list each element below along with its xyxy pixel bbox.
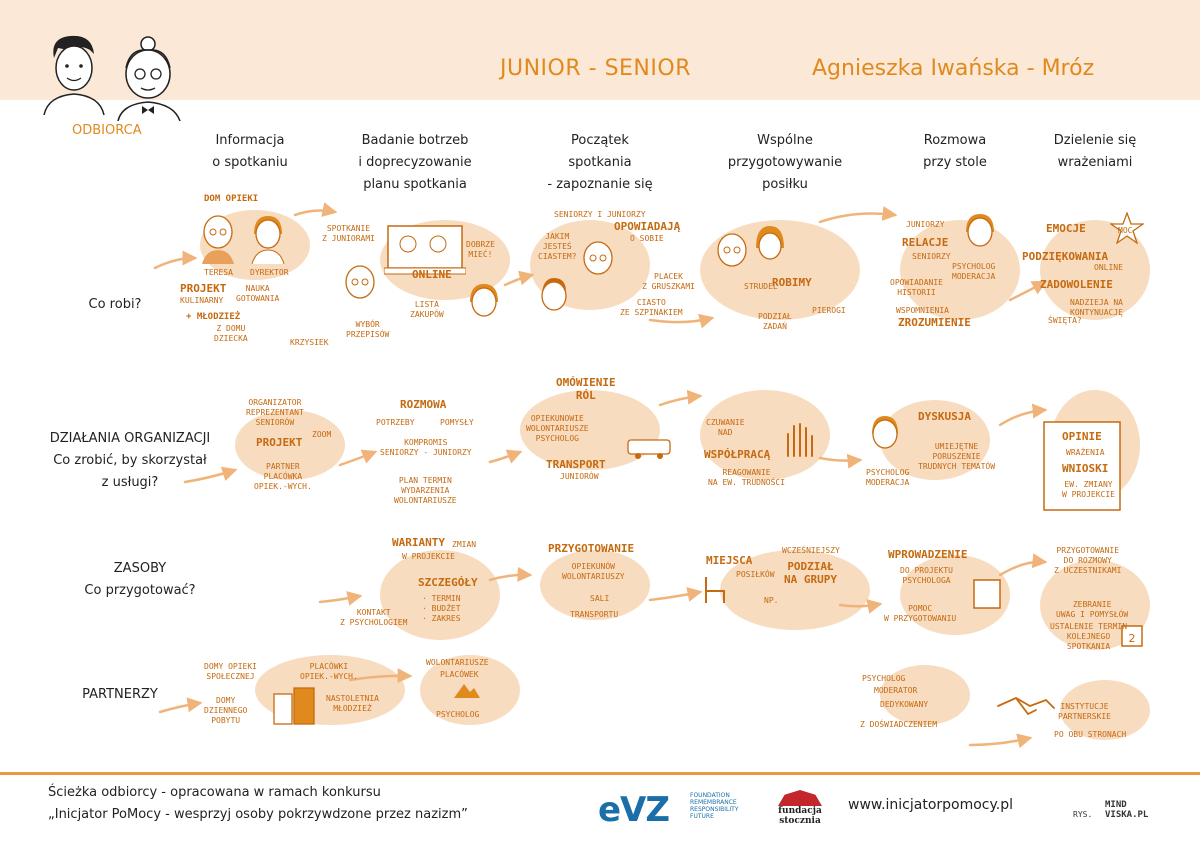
label-jakim: JAKIM JESTEŚ CIASTEM? (538, 232, 577, 261)
label-opowiadaja: OPOWIADAJĄ (614, 220, 681, 233)
website-link[interactable]: www.inicjatorpomocy.pl (848, 797, 1014, 813)
footer-line-1: Ścieżka odbiorcy - opracowana w ramach konkursu (48, 785, 381, 800)
column-header-5: Rozmowa przy stole (923, 133, 987, 170)
label-kompromis: KOMPROMIS SENIORZY - JUNIORZY (380, 438, 472, 457)
credit-rys: RYS. (1073, 810, 1093, 819)
label-psycholog-moderator: PSYCHOLOG (862, 674, 906, 683)
label-online: ONLINE (412, 268, 452, 281)
evz-logo (598, 790, 739, 830)
label-umiejetne: UMIEJĘTNE PORUSZENIE TRUDNYCH TEMATÓW (918, 442, 996, 471)
stocznia-logo (778, 790, 822, 826)
psychologist-icon (960, 210, 1000, 260)
label-szczegoly: SZCZEGÓŁY (418, 576, 478, 589)
label-sali: SALI (590, 594, 610, 603)
label-nadzieja: NADZIEJA NA KONTYNUACJĘ (1070, 298, 1123, 317)
label-organizator: ORGANIZATOR REPREZENTANT SENIORÓW (246, 398, 304, 427)
label-domy-dziennego: DOMY DZIENNEGO POBYTU (204, 696, 248, 725)
label-opiekunowie: OPIEKUNOWIE WOLONTARIUSZE PSYCHOLOG (526, 414, 589, 443)
label-seniorzy: SENIORZY (912, 252, 951, 261)
mindviska-logo: MIND VISKA.PL (1105, 800, 1149, 820)
label-zrozumienie: ZROZUMIENIE (898, 316, 971, 329)
mountain-icon (452, 680, 482, 700)
label-wnioski: WNIOSKI (1062, 462, 1109, 475)
column-header-3: Początek spotkania - zapoznanie się (547, 133, 653, 192)
label-moderator: MODERATOR (874, 686, 918, 695)
label-juniorzy: JUNIORZY (906, 220, 945, 229)
label-w-projekcie: W PROJEKCIE (402, 552, 455, 561)
senior-woman-icon (198, 212, 238, 264)
column-header-2: Badanie botrzeb i doprecyzowanie planu spotkania (358, 133, 472, 192)
label-reagowanie: REAGOWANIE NA EW. TRUDNOŚCI (708, 468, 786, 487)
clipboard-icon (972, 578, 1002, 610)
label-warianty: WARIANTY (392, 536, 445, 549)
label-placowki: PLACÓWKI OPIEK.-WYCH. (300, 662, 358, 681)
label-projekt: PROJEKT (180, 282, 227, 295)
label-psycholog-moderacja-2: PSYCHOLOG MODERACJA (866, 468, 910, 487)
label-placowek: PLACÓWEK (440, 670, 479, 679)
label-nauka: NAUKA GOTOWANIA (236, 284, 280, 303)
label-teresa: TERESA (204, 268, 233, 277)
label-projekt-2: PROJEKT (256, 436, 303, 449)
label-przygotowanie: PRZYGOTOWANIE (548, 542, 635, 555)
label-z-doswiadczeniem: Z DOŚWIADCZENIEM (860, 720, 938, 729)
label-ciasto: CIASTO ZE SZPINAKIEM (620, 298, 683, 317)
row-header-co-robi: Co robi? (88, 297, 142, 312)
label-po-obu: PO OBU STRONACH (1054, 730, 1127, 739)
label-juniorow: JUNIORÓW (560, 472, 599, 481)
label-dobrze: DOBRZE MIEĆ! (466, 240, 495, 259)
label-ustalenie: USTALENIE TERMIN KOLEJNEGO SPOTKANIA (1050, 622, 1128, 651)
senior-grandma-icon (578, 236, 618, 288)
column-header-6: Dzielenie się wrażeniami (1053, 133, 1137, 170)
senior-icon (340, 262, 380, 314)
label-rozmowa: ROZMOWA (400, 398, 447, 411)
label-zmian: ZMIAN (452, 540, 477, 549)
label-zadowolenie: ZADOWOLENIE (1040, 278, 1113, 291)
label-lista: LISTA ZAKUPÓW (410, 300, 444, 319)
label-wspomnienia: WSPOMNIENIA (896, 306, 949, 315)
label-dyrektor: DYREKTOR (250, 268, 289, 277)
label-seniorzy-juniorzy: SENIORZY I JUNIORZY (554, 210, 646, 219)
row-header-zasoby: ZASOBY Co przygotować? (84, 561, 196, 598)
label-wspolpraca: WSPÓŁPRACĄ (704, 448, 771, 461)
label-pomysly: POMYSŁY (440, 418, 474, 427)
chair-icon (702, 575, 728, 605)
building-icon (272, 686, 318, 726)
label-swieta: ŚWIĘTA? (1048, 316, 1082, 325)
column-header-1: Informacja o spotkaniu (212, 133, 288, 170)
junior-boy-icon (536, 276, 572, 320)
label-psycholog-moderacja: PSYCHOLOG MODERACJA (952, 262, 996, 281)
label-pomoc: POMOC W PRZYGOTOWANIU (884, 604, 957, 623)
bus-icon (626, 438, 672, 460)
moderator-icon (866, 412, 904, 460)
label-do-projektu: DO PROJEKTU PSYCHOLOGA (900, 566, 953, 585)
label-transport: TRANSPORT (546, 458, 606, 471)
svg-text:2: 2 (1128, 632, 1136, 645)
label-posilkow: POSIŁKÓW (736, 570, 775, 579)
label-czuwanie: CZUWANIE NAD (706, 418, 745, 437)
page-title: JUNIOR - SENIOR (500, 56, 691, 81)
label-dom-opieki: DOM OPIEKI (204, 194, 259, 204)
label-partner: PARTNER PLACÓWKA OPIEK.-WYCH. (254, 462, 312, 491)
hands-icon (782, 418, 818, 458)
label-psycholog-4: PSYCHOLOG (436, 710, 480, 719)
label-online: ONLINE (1094, 263, 1123, 272)
label-pierogi: PIEROGI (812, 306, 846, 315)
label-dedykowany: DEDYKOWANY (880, 700, 929, 709)
stocznia-name: fundacja stocznia (778, 806, 822, 826)
director-icon (248, 212, 288, 264)
junior-girl-icon (464, 280, 504, 330)
label-wybor: WYBÓR PRZEPISÓW (346, 320, 390, 339)
row-header-dzialania: DZIAŁANIA ORGANIZACJI Co zrobić, by skorzystał z usługi? (49, 431, 211, 490)
label-zoom: ZOOM (312, 430, 332, 439)
label-opinie: OPINIE (1062, 430, 1102, 443)
recipient-label: ODBIORCA (72, 123, 142, 138)
label-relacje: RELACJE (902, 236, 949, 249)
label-robimy: ROBIMY (772, 276, 812, 289)
label-domy-opieki: DOMY OPIEKI SPOŁECZNEJ (204, 662, 257, 681)
label-zmiany: EW. ZMIANY W PROJEKCIE (1062, 480, 1115, 499)
label-placek: PLACEK Z GRUSZKAMI (642, 272, 695, 291)
label-potrzeby: POTRZEBY (376, 418, 415, 427)
footer-line-2: „Inicjator PoMocy - wesprzyj osoby pokrzywdzone przez nazizm” (48, 807, 468, 822)
label-instytucje: INSTYTUCJE PARTNERSKIE (1058, 702, 1111, 721)
footer-divider (0, 772, 1200, 775)
label-opiekunow: OPIEKUNÓW WOLONTARIUSZY (562, 562, 625, 581)
label-opowiadanie: OPOWIADANIE HISTORII (890, 278, 943, 297)
label-mlodziez: + MŁODZIEŻ (186, 312, 241, 322)
label-miejsca: MIEJSCA (706, 554, 753, 567)
label-wczesniejszy: WCZEŚNIEJSZY (782, 546, 840, 555)
label-podzial: PODZIAŁ ZADAŃ (758, 312, 792, 331)
label-np: NP. (764, 596, 779, 605)
label-omowienie: OMÓWIENIE RÓL (556, 376, 616, 402)
label-wolontariusze: WOLONTARIUSZE (426, 658, 489, 667)
label-zebranie: ZEBRANIE UWAG I POMYSŁÓW (1056, 600, 1129, 619)
author-name: Agnieszka Iwańska - Mróz (812, 56, 1095, 81)
label-wprowadzenie: WPROWADZENIE (888, 548, 968, 561)
column-header-4: Wspólne przygotowywanie posiłku (727, 133, 843, 192)
label-spotkanie: SPOTKANIE Z JUNIORAMI (322, 224, 375, 243)
row-header-partnerzy: PARTNERZY (82, 687, 158, 702)
label-podziekowania: PODZIĘKOWANIA (1022, 250, 1109, 263)
evz-logo-text: eVZ (598, 790, 670, 830)
label-kulinarny: KULINARNY (180, 296, 224, 305)
label-plan: PLAN TERMIN WYDARZENIA WOLONTARIUSZE (394, 476, 457, 505)
evz-logo-subtitle: FOUNDATION REMEMBRANCE RESPONSIBILITY FUTURE (690, 792, 739, 820)
label-krzysiek: KRZYSIEK (290, 338, 329, 347)
label-emocje: EMOCJE (1046, 222, 1086, 235)
label-strudel: STRUDEL (744, 282, 778, 291)
label-wrazenia: WRAŻENIA (1066, 448, 1105, 457)
label-przygotowanie-rozmowy: PRZYGOTOWANIE DO ROZMOWY Z UCZESTNIKAMI (1054, 546, 1122, 575)
footer-caption (48, 782, 468, 826)
label-z-domu: Z DOMU DZIECKA (214, 324, 248, 343)
label-moc: MOC (1118, 226, 1133, 235)
label-szczegoly-lista: · TERMIN · BUDŻET · ZAKRES (422, 594, 461, 623)
senior-cook-icon (712, 228, 752, 278)
label-dyskusja: DYSKUSJA (918, 410, 971, 423)
stocznia-mark-icon (778, 790, 822, 806)
label-transportu: TRANSPORTU (570, 610, 619, 619)
label-o-sobie: O SOBIE (630, 234, 664, 243)
handshake-icon (996, 692, 1056, 726)
label-podzial-grupy: PODZIAŁ NA GRUPY (784, 560, 837, 586)
junior-cook-icon (752, 224, 788, 270)
label-nastoletnia: NASTOLETNIA MŁODZIEŻ (326, 694, 379, 713)
label-kontakt: KONTAKT Z PSYCHOLOGIEM (340, 608, 408, 627)
